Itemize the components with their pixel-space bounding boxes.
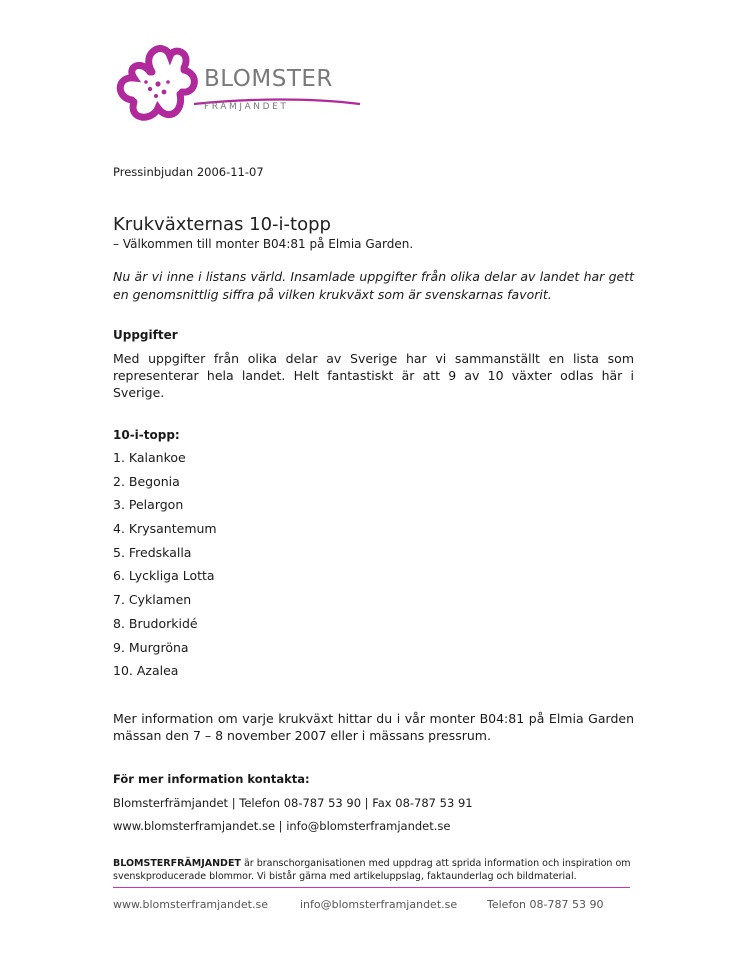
flower-icon [112, 42, 202, 132]
ingress: Nu är vi inne i listans värld. Insamlade uppgifter från olika delar av landet har gett en genomsnittlig siffra på vilken krukväxt som är svenskarnas favorit. [113, 269, 634, 302]
contact-line-web[interactable]: www.blomsterframjandet.se | info@blomsterframjandet.se [113, 819, 451, 833]
list-item: 6. Lyckliga Lotta [113, 568, 215, 584]
about-text [113, 857, 633, 883]
logo-subtitle: FRÄMJANDET [204, 102, 289, 112]
list-item: 5. Fredskalla [113, 544, 192, 560]
footer-web-link[interactable]: www.blomsterframjandet.se [113, 898, 268, 911]
list-item: 1. Kalankoe [113, 450, 186, 465]
top10-heading: 10-i-topp: [113, 428, 180, 442]
more-info-text: Mer information om varje krukväxt hittar du i vår monter B04:81 på Elmia Garden mässan den 7 – 8 november 2007 eller i mässans pressrum. [113, 711, 634, 743]
page-subtitle: – Välkommen till monter B04:81 på Elmia Garden. [113, 237, 414, 251]
list-item: 2. Begonia [113, 473, 180, 489]
logo-wordmark: BLOMSTER [204, 66, 333, 92]
contact-heading: För mer information kontakta: [113, 772, 310, 786]
list-item: 7. Cyklamen [113, 592, 192, 608]
footer-divider [113, 887, 630, 888]
uppgifter-heading: Uppgifter [113, 328, 178, 342]
contact-line-phone: Blomsterfrämjandet | Telefon 08-787 53 90 | Fax 08-787 53 91 [113, 796, 473, 810]
footer-email-link[interactable]: info@blomsterframjandet.se [300, 898, 458, 911]
footer-phone: Telefon 08-787 53 90 [487, 898, 604, 911]
page-title: Krukväxternas 10-i-topp [113, 214, 331, 235]
list-item: 4. Krysantemum [113, 521, 217, 537]
uppgifter-text: Med uppgifter från olika delar av Sverige har vi sammanställt en lista som representerar hela landet. Helt fantastiskt är att 9 av 10 växter odlas här i Sverige. [113, 351, 634, 400]
list-item: 9. Murgröna [113, 639, 189, 655]
list-item: 10. Azalea [113, 663, 179, 679]
list-item: 8. Brudorkidé [113, 615, 198, 631]
dateline: Pressinbjudan 2006-11-07 [113, 165, 264, 179]
logo [112, 42, 362, 132]
about-description: är branschorganisationen med uppdrag att sprida information och inspiration om svenskproducerade blommor. Vi bistår gärna med artikeluppslag, faktaunderlag och bildmaterial. [113, 858, 631, 882]
top10-list [113, 446, 217, 683]
about-org: BLOMSTERFRÄMJANDET [113, 858, 241, 869]
list-item: 3. Pelargon [113, 497, 184, 513]
